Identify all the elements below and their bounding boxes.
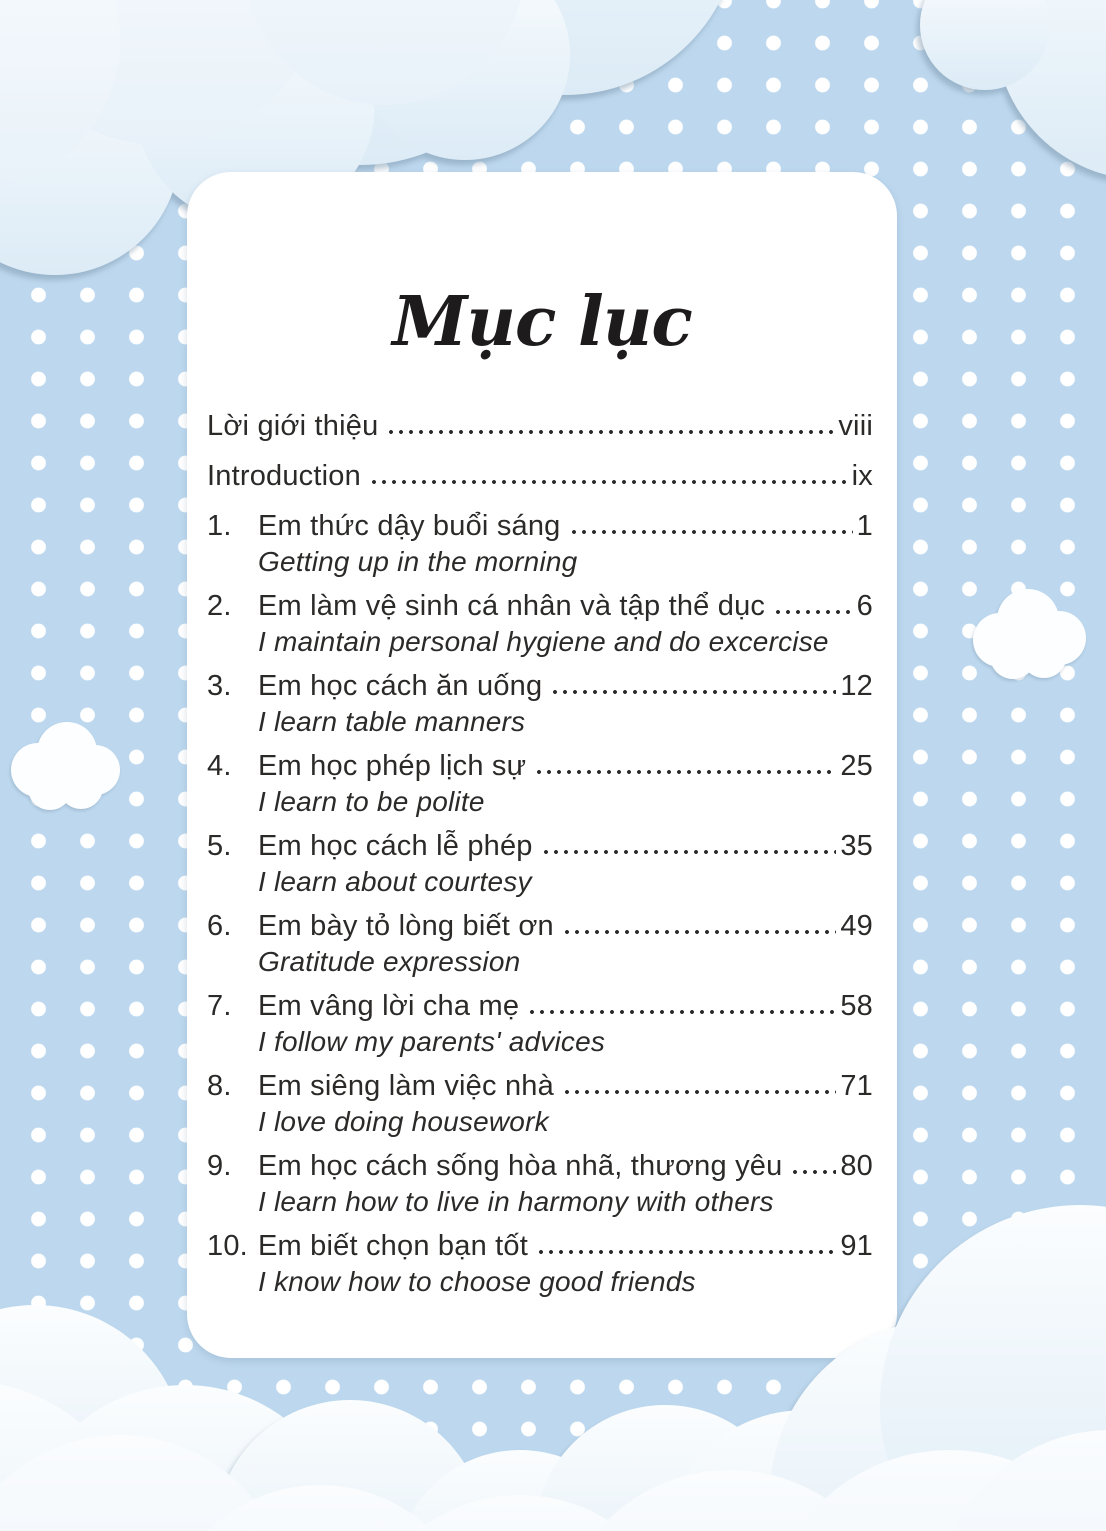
toc-entry-title-en: I learn about courtesy	[258, 866, 532, 898]
page-number: viii	[838, 410, 873, 443]
page-number: 25	[840, 750, 873, 783]
page-number: 58	[840, 990, 873, 1023]
dot-leader	[562, 1086, 836, 1098]
dot-leader	[562, 926, 836, 938]
toc-entry-title-vi: Em siêng làm việc nhà	[258, 1070, 554, 1103]
toc-label: Lời giới thiệu	[207, 410, 379, 443]
toc-entry-title-vi: Em học cách ăn uống	[258, 670, 543, 703]
toc-entry-main-row	[207, 906, 873, 946]
cloud-top-right	[920, 0, 1106, 180]
page-number: 49	[840, 910, 873, 943]
dot-leader	[369, 476, 848, 488]
cloud-small-left	[11, 722, 120, 810]
toc-entry-number: 8.	[207, 1070, 232, 1103]
dot-leader	[790, 1166, 836, 1178]
toc-entry	[207, 1146, 873, 1218]
dot-leader	[541, 846, 837, 858]
page-number: 35	[840, 830, 873, 863]
page-number: 6	[856, 590, 873, 623]
toc-entry-main-row	[207, 746, 873, 786]
toc-entry-title-en: I learn table manners	[258, 706, 526, 738]
toc-entry	[207, 986, 873, 1058]
toc-entry-main-row	[207, 586, 873, 626]
dot-leader	[386, 426, 834, 438]
toc-entry-title-en: I follow my parents' advices	[258, 1026, 606, 1058]
toc-list	[207, 406, 873, 1298]
cloud-small-right	[973, 589, 1086, 679]
toc-entry-main-row	[207, 1146, 873, 1186]
toc-entry-number: 3.	[207, 670, 232, 703]
toc-entry	[207, 506, 873, 578]
toc-entry-number: 7.	[207, 990, 232, 1023]
toc-entry-title-en: I learn to be polite	[258, 786, 485, 818]
toc-entry-title-vi: Em vâng lời cha mẹ	[258, 990, 520, 1023]
dot-leader	[534, 766, 836, 778]
toc-entry	[207, 906, 873, 978]
toc-entry-title-en: I love doing housework	[258, 1106, 549, 1138]
toc-entry-number: 10.	[207, 1230, 248, 1263]
toc-entry-title-vi: Em bày tỏ lòng biết ơn	[258, 910, 554, 943]
toc-entry	[207, 586, 873, 658]
dot-leader	[536, 1246, 836, 1258]
page-number: 12	[840, 670, 873, 703]
page-title: Mục lục	[392, 282, 692, 362]
toc-entry-number: 2.	[207, 590, 232, 623]
toc-entry	[207, 1226, 873, 1298]
page-number: 91	[840, 1230, 873, 1263]
toc-entry-title-en: Getting up in the morning	[258, 546, 578, 578]
toc-entry	[207, 746, 873, 818]
toc-entry-number: 1.	[207, 510, 232, 543]
toc-card	[187, 172, 897, 1358]
page-number: 71	[840, 1070, 873, 1103]
toc-entry-title-en: I maintain personal hygiene and do excercise	[258, 626, 829, 658]
toc-entry-number: 4.	[207, 750, 232, 783]
toc-entry-main-row	[207, 986, 873, 1026]
toc-entry-number: 6.	[207, 910, 232, 943]
page-number: 1	[856, 510, 873, 543]
toc-entry-title-vi: Em biết chọn bạn tốt	[258, 1230, 528, 1263]
dot-leader	[527, 1006, 836, 1018]
toc-entry-number: 9.	[207, 1150, 232, 1183]
toc-entry-title-en: Gratitude expression	[258, 946, 521, 978]
toc-entry-main-row	[207, 826, 873, 866]
toc-front-item	[207, 456, 873, 496]
dot-leader	[550, 686, 836, 698]
toc-entry	[207, 1066, 873, 1138]
toc-entry-title-vi: Em học cách sống hòa nhã, thương yêu	[258, 1150, 783, 1183]
toc-entry-title-en: I know how to choose good friends	[258, 1266, 696, 1298]
toc-entry-title-vi: Em thức dậy buổi sáng	[258, 510, 561, 543]
page-number: ix	[851, 460, 873, 493]
toc-entry-main-row	[207, 666, 873, 706]
toc-entry-title-vi: Em học cách lễ phép	[258, 830, 533, 863]
toc-entry-main-row	[207, 1066, 873, 1106]
toc-entry-title-vi: Em làm vệ sinh cá nhân và tập thể dục	[258, 590, 766, 623]
dot-leader	[773, 606, 853, 618]
toc-entry-main-row	[207, 1226, 873, 1266]
toc-entry-title-vi: Em học phép lịch sự	[258, 750, 527, 783]
toc-entry	[207, 666, 873, 738]
toc-entry-number: 5.	[207, 830, 232, 863]
toc-entry-title-en: I learn how to live in harmony with others	[258, 1186, 774, 1218]
toc-entry	[207, 826, 873, 898]
dot-leader	[569, 526, 853, 538]
page-number: 80	[840, 1150, 873, 1183]
toc-entry-main-row	[207, 506, 873, 546]
toc-front-item	[207, 406, 873, 446]
toc-label: Introduction	[207, 460, 361, 493]
